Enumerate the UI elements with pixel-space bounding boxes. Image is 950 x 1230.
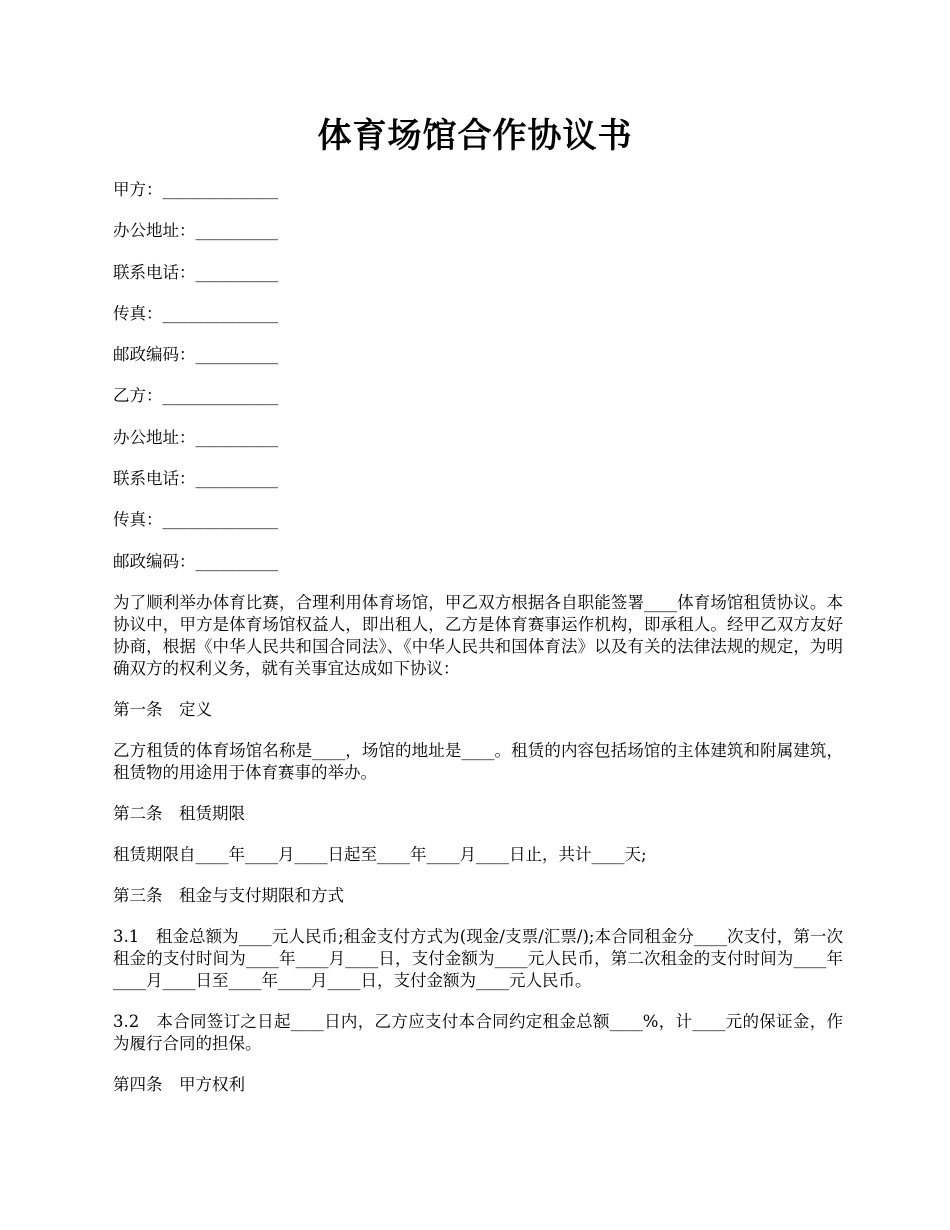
- article-3-heading: 第三条 租金与支付期限和方式: [113, 885, 344, 905]
- article-2-heading: 第二条 租赁期限: [113, 803, 245, 823]
- article-1-heading: 第一条 定义: [113, 699, 212, 719]
- document-body: [113, 179, 843, 1115]
- party-b-field: 乙方：______________: [113, 386, 278, 406]
- party-a-address-field: 办公地址：__________: [113, 221, 278, 241]
- article-1-text: 乙方租赁的体育场馆名称是____，场馆的地址是____。租赁的内容包括场馆的主体建筑和附属建筑，租赁物的用途用于体育赛事的举办。: [113, 740, 843, 782]
- document-title: 体育场馆合作协议书: [317, 116, 633, 156]
- party-b-phone-field: 联系电话：__________: [113, 469, 278, 489]
- party-a-phone-field: 联系电话：__________: [113, 262, 278, 282]
- intro-paragraph: 为了顺利举办体育比赛，合理利用体育场馆，甲乙双方根据各自职能签署____体育场馆租赁协议。本协议中，甲方是体育场馆权益人，即出租人，乙方是体育赛事运作机构，即承租人。经甲乙双方友好协商，根据《中华人民共和国合同法》、《中华人民共和国体育法》以及有关的法律法规的规定，为明确双方的权利义务，就有关事宜达成如下协议：: [113, 592, 843, 678]
- article-3-clause-2: 3.2 本合同签订之日起____日内，乙方应支付本合同约定租金总额____%，计____元的保证金，作为履行合同的担保。: [113, 1011, 843, 1053]
- party-a-fax-field: 传真：______________: [113, 303, 278, 323]
- party-a-postcode-field: 邮政编码：__________: [113, 345, 278, 365]
- party-b-address-field: 办公地址：__________: [113, 427, 278, 447]
- party-a-field: 甲方：______________: [113, 180, 278, 199]
- article-2-text: 租赁期限自____年____月____日起至____年____月____日止，共计____天;: [113, 844, 647, 864]
- party-b-fax-field: 传真：______________: [113, 510, 278, 530]
- article-4-heading: 第四条 甲方权利: [113, 1074, 245, 1094]
- party-b-postcode-field: 邮政编码：__________: [113, 551, 278, 571]
- article-3-clause-1: 3.1 租金总额为____元人民币;租金支付方式为(现金/支票/汇票/);本合同租金分____次支付，第一次租金的支付时间为____年____月____日，支付金额为____元人民币，第二次租金的支付时间为____年____月____日至____年____月____日，支付金额为____元人民币。: [113, 926, 843, 990]
